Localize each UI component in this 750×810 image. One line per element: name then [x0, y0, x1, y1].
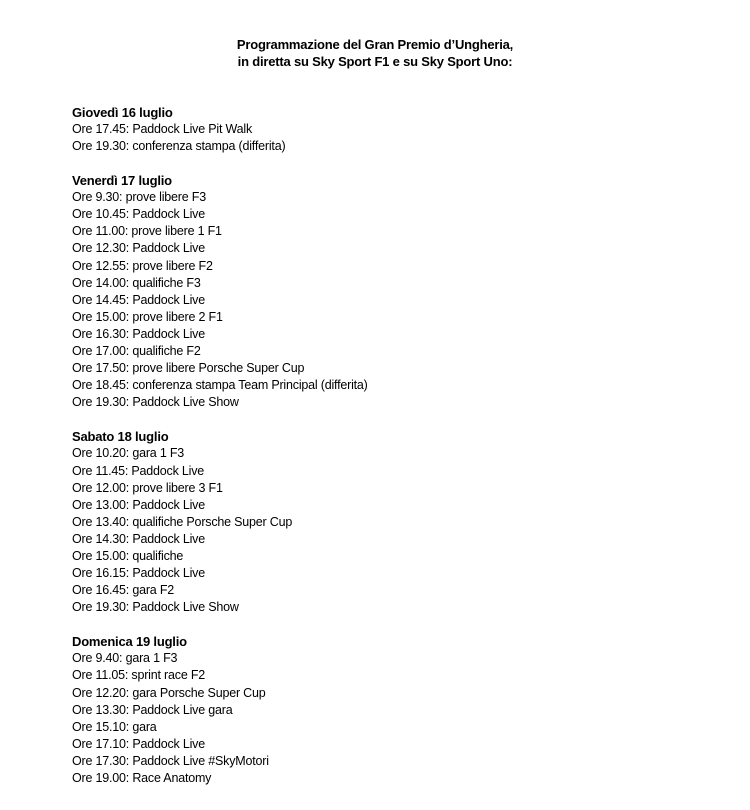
day-section-saturday: [72, 428, 712, 616]
schedule-entry: Ore 16.45: gara F2: [72, 583, 175, 598]
day-section-thursday: [72, 104, 712, 155]
schedule-entry: Ore 15.00: prove libere 2 F1: [72, 309, 223, 324]
schedule-entry: Ore 14.00: qualifiche F3: [72, 275, 201, 290]
schedule-entry: Ore 19.30: Paddock Live Show: [72, 395, 239, 410]
schedule-entry: Ore 11.45: Paddock Live: [72, 463, 205, 478]
schedule-entry: Ore 17.00: qualifiche F2: [72, 344, 201, 359]
schedule-entry: Ore 19.30: conferenza stampa (differita): [72, 139, 286, 154]
day-title: Sabato 18 luglio: [72, 429, 169, 445]
schedule-entry: Ore 14.30: Paddock Live: [72, 531, 205, 546]
schedule-entry: Ore 12.30: Paddock Live: [72, 241, 205, 256]
schedule-entry: Ore 17.50: prove libere Porsche Super Cup: [72, 361, 305, 376]
schedule-entry: Ore 9.30: prove libere F3: [72, 190, 206, 205]
schedule: [72, 104, 712, 804]
document-header: [0, 36, 750, 70]
schedule-entry: Ore 15.00: qualifiche: [72, 548, 184, 563]
schedule-entry: Ore 16.15: Paddock Live: [72, 566, 205, 581]
schedule-entry: Ore 18.45: conferenza stampa Team Principal (differita): [72, 378, 368, 393]
schedule-entry: Ore 12.00: prove libere 3 F1: [72, 480, 223, 495]
schedule-entry: Ore 10.45: Paddock Live: [72, 207, 205, 222]
schedule-entry: Ore 9.40: gara 1 F3: [72, 651, 178, 666]
schedule-entry: Ore 19.00: Race Anatomy: [72, 771, 212, 785]
schedule-entry: Ore 17.45: Paddock Live Pit Walk: [72, 122, 253, 136]
header-line-2: in diretta su Sky Sport F1 e su Sky Sport Uno:: [237, 54, 513, 69]
day-title: Domenica 19 luglio: [72, 634, 187, 650]
schedule-entry: Ore 12.55: prove libere F2: [72, 258, 213, 273]
schedule-entry: Ore 11.00: prove libere 1 F1: [72, 224, 222, 239]
schedule-entry: Ore 11.05: sprint race F2: [72, 668, 206, 683]
schedule-entry: Ore 15.10: gara: [72, 719, 157, 734]
schedule-entry: Ore 17.30: Paddock Live #SkyMotori: [72, 753, 269, 768]
day-title: Giovedì 16 luglio: [72, 105, 173, 120]
schedule-entry: Ore 17.10: Paddock Live: [72, 736, 205, 751]
schedule-entry: Ore 13.30: Paddock Live gara: [72, 702, 233, 717]
day-section-sunday: [72, 633, 712, 787]
schedule-entry: Ore 16.30: Paddock Live: [72, 326, 205, 341]
schedule-entry: Ore 14.45: Paddock Live: [72, 292, 205, 307]
schedule-entry: Ore 12.20: gara Porsche Super Cup: [72, 685, 266, 700]
header-line-1: Programmazione del Gran Premio d’Ungheria,: [236, 37, 514, 52]
schedule-entry: Ore 10.20: gara 1 F3: [72, 446, 185, 461]
schedule-entry: Ore 13.40: qualifiche Porsche Super Cup: [72, 514, 293, 529]
schedule-entry: Ore 13.00: Paddock Live: [72, 497, 205, 512]
day-section-friday: [72, 172, 712, 411]
day-title: Venerdì 17 luglio: [72, 173, 172, 189]
schedule-entry: Ore 19.30: Paddock Live Show: [72, 600, 239, 615]
